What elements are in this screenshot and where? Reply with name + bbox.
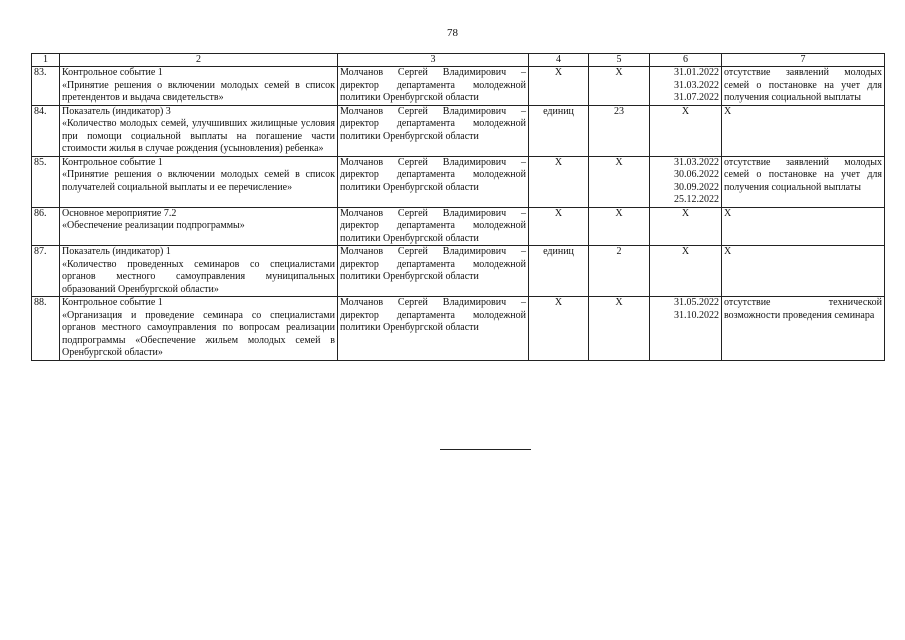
- event-name-cell: [60, 67, 338, 106]
- event-title: Показатель (индикатор) 1: [62, 246, 171, 257]
- event-description: «Принятие решения о включении молодых семей в список претендентов и выдача свидетельств»: [62, 79, 335, 103]
- date-cell: 31.05.2022 31.10.2022: [650, 297, 722, 361]
- event-title: Контрольное событие 1: [62, 297, 163, 308]
- unit-cell: Х: [529, 207, 589, 246]
- note-cell: отсутствие заявлений молодых семей о постановке на учет для получения социальной выплаты: [722, 67, 885, 106]
- event-title: Показатель (индикатор) 3: [62, 105, 171, 117]
- unit-cell: Х: [529, 297, 589, 361]
- event-description: «Принятие решения о включении молодых семей в список получателей социальной выплаты и ее перечисление»: [62, 169, 335, 193]
- value-cell: Х: [589, 67, 650, 106]
- executor-cell: Молчанов Сергей Владимирович – директор департамента молодежной политики Оренбургской области: [338, 297, 529, 361]
- date-cell: 31.03.2022 30.06.2022 30.09.2022 25.12.2022: [650, 156, 722, 207]
- value-cell: Х: [589, 156, 650, 207]
- value-cell: 23: [589, 105, 650, 156]
- row-number: 83.: [32, 67, 60, 106]
- column-header: 7: [722, 54, 885, 67]
- event-name-cell: [60, 246, 338, 297]
- date-cell: Х: [650, 246, 722, 297]
- executor-cell: Молчанов Сергей Владимирович – директор департамента молодежной политики Оренбургской области: [338, 246, 529, 297]
- note-cell: отсутствие заявлений молодых семей о постановке на учет для получения социальной выплаты: [722, 156, 885, 207]
- column-header: 3: [338, 54, 529, 67]
- event-name-cell: [60, 156, 338, 207]
- date-cell: Х: [650, 105, 722, 156]
- column-header: 6: [650, 54, 722, 67]
- note-cell: отсутствие технической возможности проведения семинара: [722, 297, 885, 361]
- unit-cell: Х: [529, 156, 589, 207]
- table-row: [32, 67, 885, 106]
- row-number: 85.: [32, 156, 60, 207]
- value-cell: Х: [589, 297, 650, 361]
- event-title: Контрольное событие 1: [62, 67, 163, 78]
- table-row: [32, 105, 885, 156]
- column-header: 2: [60, 54, 338, 67]
- value-cell: Х: [589, 207, 650, 246]
- event-description: «Количество молодых семей, улучшивших жилищные условия при помощи социальной выплаты на погашение части стоимости жилья в случае рождения (усыновления) ребенка»: [62, 118, 335, 154]
- header-row: [32, 54, 885, 67]
- event-description: «Количество проведенных семинаров со специалистами органов местного самоуправления муниципальных образований Оренбургской области»: [62, 258, 335, 295]
- date-cell: 31.01.2022 31.03.2022 31.07.2022: [650, 67, 722, 106]
- executor-cell: Молчанов Сергей Владимирович – директор департамента молодежной политики Оренбургской области: [338, 105, 529, 156]
- unit-cell: единиц: [529, 105, 589, 156]
- event-name-cell: [60, 207, 338, 246]
- date-cell: Х: [650, 207, 722, 246]
- column-header: 1: [32, 54, 60, 67]
- event-description: «Организация и проведение семинара со специалистами органов местного самоуправления по вопросам реализации подпрограммы «Обеспечение жильем молодых семей в Оренбургской области»: [62, 309, 335, 358]
- row-number: 88.: [32, 297, 60, 361]
- end-divider: [440, 449, 531, 450]
- row-number: 86.: [32, 207, 60, 246]
- unit-cell: единиц: [529, 246, 589, 297]
- table-row: [32, 246, 885, 297]
- executor-cell: Молчанов Сергей Владимирович – директор департамента молодежной политики Оренбургской области: [338, 207, 529, 246]
- note-cell: Х: [722, 207, 885, 246]
- event-name-cell: [60, 297, 338, 361]
- note-cell: Х: [722, 105, 885, 156]
- row-number: 84.: [32, 105, 60, 156]
- event-name-cell: [60, 105, 338, 156]
- page-number: 78: [447, 27, 458, 39]
- note-cell: Х: [722, 246, 885, 297]
- event-title: Контрольное событие 1: [62, 156, 163, 168]
- unit-cell: Х: [529, 67, 589, 106]
- executor-cell: Молчанов Сергей Владимирович – директор департамента молодежной политики Оренбургской области: [338, 67, 529, 106]
- executor-cell: Молчанов Сергей Владимирович – директор департамента молодежной политики Оренбургской области: [338, 156, 529, 207]
- table-row: [32, 297, 885, 361]
- column-header: 4: [529, 54, 589, 67]
- table-row: [32, 207, 885, 246]
- event-title: Основное мероприятие 7.2: [62, 207, 177, 219]
- event-description: «Обеспечение реализации подпрограммы»: [62, 220, 245, 231]
- column-header: 5: [589, 54, 650, 67]
- event-table: [31, 53, 885, 361]
- row-number: 87.: [32, 246, 60, 297]
- table-row: [32, 156, 885, 207]
- value-cell: 2: [589, 246, 650, 297]
